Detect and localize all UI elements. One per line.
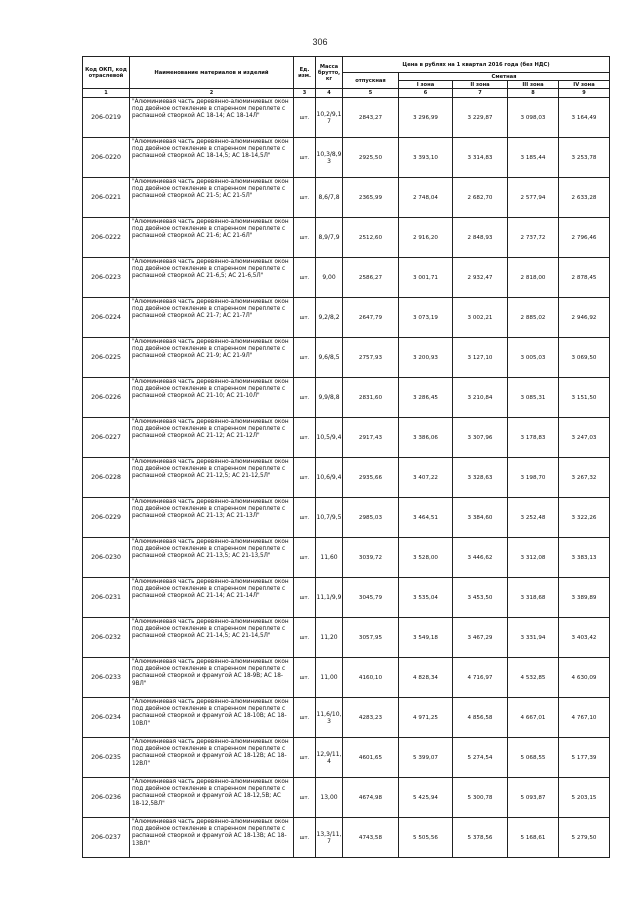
col-number: 6	[399, 89, 453, 98]
row-release-price: 2985,03	[343, 498, 399, 538]
row-name: "Алюминиевая часть деревянно-алюминиевых окон под двойное остекление в спаренном переплете с распашной створкой АС 21-7; АС 21-7Л"	[130, 298, 294, 338]
row-name: "Алюминиевая часть деревянно-алюминиевых окон под двойное остекление в спаренном переплете с распашной створкой АС 21-10; АС 21-10Л"	[130, 378, 294, 418]
row-zone-4-price: 2 633,28	[559, 178, 610, 218]
row-unit: шт.	[294, 618, 316, 658]
col-number: 1	[83, 89, 130, 98]
header-zone-2: II зона	[453, 81, 508, 89]
col-number: 8	[508, 89, 559, 98]
row-zone-2-price: 3 229,87	[453, 98, 508, 138]
row-zone-3-price: 5 093,87	[508, 778, 559, 818]
row-mass: 11,00	[316, 658, 343, 698]
header-name: Наименование материалов и изделий	[130, 57, 294, 89]
row-mass: 13,3/11, 7	[316, 818, 343, 858]
row-name: "Алюминиевая часть деревянно-алюминиевых окон под двойное остекление в спаренном переплете с распашной створкой АС 21-9; АС 21-9Л"	[130, 338, 294, 378]
row-unit: шт.	[294, 98, 316, 138]
row-release-price: 4283,23	[343, 698, 399, 738]
header-code: Код ОКП, код отраслевой	[83, 57, 130, 89]
row-code: 206-0224	[83, 298, 130, 338]
row-zone-4-price: 3 383,13	[559, 538, 610, 578]
table-row	[83, 458, 610, 498]
row-zone-2-price: 3 467,29	[453, 618, 508, 658]
row-zone-2-price: 3 210,84	[453, 378, 508, 418]
row-unit: шт.	[294, 458, 316, 498]
row-code: 206-0227	[83, 418, 130, 458]
row-zone-1-price: 3 549,18	[399, 618, 453, 658]
row-unit: шт.	[294, 378, 316, 418]
row-zone-4-price: 5 279,50	[559, 818, 610, 858]
row-release-price: 3039,72	[343, 538, 399, 578]
row-mass: 9,2/8,2	[316, 298, 343, 338]
row-code: 206-0233	[83, 658, 130, 698]
table-row	[83, 658, 610, 698]
row-name: "Алюминиевая часть деревянно-алюминиевых окон под двойное остекление в спаренном переплете с распашной створкой АС 21-14; АС 21-14Л"	[130, 578, 294, 618]
row-unit: шт.	[294, 138, 316, 178]
table-row	[83, 378, 610, 418]
row-zone-1-price: 5 505,56	[399, 818, 453, 858]
row-unit: шт.	[294, 578, 316, 618]
row-name: "Алюминиевая часть деревянно-алюминиевых окон под двойное остекление в спаренном переплете с распашной створкой АС 18-14,5; АС 18-14,5Л"	[130, 138, 294, 178]
row-name: "Алюминиевая часть деревянно-алюминиевых окон под двойное остекление в спаренном переплете с распашной створкой и фрамугой АС 18-10В; АС 18-10ВЛ"	[130, 698, 294, 738]
row-zone-3-price: 3 331,94	[508, 618, 559, 658]
row-unit: шт.	[294, 698, 316, 738]
row-mass: 12,9/11, 4	[316, 738, 343, 778]
row-zone-4-price: 3 403,42	[559, 618, 610, 658]
row-zone-4-price: 3 247,03	[559, 418, 610, 458]
row-zone-1-price: 5 399,07	[399, 738, 453, 778]
row-zone-3-price: 3 185,44	[508, 138, 559, 178]
row-name: "Алюминиевая часть деревянно-алюминиевых окон под двойное остекление в спаренном переплете с распашной створкой и фрамугой АС 18-12,5В; АС 18-12,5ВЛ"	[130, 778, 294, 818]
row-mass: 11,1/9,9	[316, 578, 343, 618]
row-release-price: 4160,10	[343, 658, 399, 698]
row-release-price: 3057,95	[343, 618, 399, 658]
row-release-price: 2757,93	[343, 338, 399, 378]
row-zone-4-price: 3 151,50	[559, 378, 610, 418]
row-zone-3-price: 3 005,03	[508, 338, 559, 378]
page-number: 306	[312, 37, 328, 47]
row-zone-2-price: 5 300,78	[453, 778, 508, 818]
row-release-price: 2843,27	[343, 98, 399, 138]
row-zone-1-price: 3 386,06	[399, 418, 453, 458]
row-unit: шт.	[294, 298, 316, 338]
table-row	[83, 298, 610, 338]
row-release-price: 4601,65	[343, 738, 399, 778]
row-release-price: 3045,79	[343, 578, 399, 618]
row-name: "Алюминиевая часть деревянно-алюминиевых окон под двойное остекление в спаренном переплете с распашной створкой АС 21-14,5; АС 21-14,5Л"	[130, 618, 294, 658]
table-body	[83, 98, 610, 858]
row-mass: 8,6/7,8	[316, 178, 343, 218]
table-row	[83, 418, 610, 458]
row-zone-1-price: 3 200,93	[399, 338, 453, 378]
row-code: 206-0234	[83, 698, 130, 738]
row-zone-2-price: 3 384,60	[453, 498, 508, 538]
row-mass: 13,00	[316, 778, 343, 818]
row-zone-1-price: 3 001,71	[399, 258, 453, 298]
row-zone-3-price: 2 737,72	[508, 218, 559, 258]
row-zone-3-price: 2 885,02	[508, 298, 559, 338]
row-mass: 9,9/8,8	[316, 378, 343, 418]
row-zone-2-price: 5 274,54	[453, 738, 508, 778]
row-zone-1-price: 3 528,00	[399, 538, 453, 578]
row-zone-1-price: 3 393,10	[399, 138, 453, 178]
row-mass: 10,7/9,5	[316, 498, 343, 538]
row-zone-3-price: 4 532,85	[508, 658, 559, 698]
row-zone-1-price: 3 296,99	[399, 98, 453, 138]
row-name: "Алюминиевая часть деревянно-алюминиевых окон под двойное остекление в спаренном переплете с распашной створкой АС 18-14; АС 18-14Л"	[130, 98, 294, 138]
row-zone-4-price: 3 322,26	[559, 498, 610, 538]
col-number: 4	[316, 89, 343, 98]
row-mass: 9,00	[316, 258, 343, 298]
row-zone-4-price: 3 164,49	[559, 98, 610, 138]
row-zone-3-price: 3 178,83	[508, 418, 559, 458]
row-zone-4-price: 3 069,50	[559, 338, 610, 378]
row-zone-1-price: 2 748,04	[399, 178, 453, 218]
row-unit: шт.	[294, 538, 316, 578]
table-row	[83, 258, 610, 298]
row-release-price: 2647,79	[343, 298, 399, 338]
table-row	[83, 578, 610, 618]
header-estimate: Сметная	[399, 73, 610, 81]
header-price: Цена в рублях на 1 квартал 2016 года (без НДС)	[343, 57, 610, 73]
row-code: 206-0237	[83, 818, 130, 858]
row-name: "Алюминиевая часть деревянно-алюминиевых окон под двойное остекление в спаренном переплете с распашной створкой АС 21-13; АС 21-13Л"	[130, 498, 294, 538]
row-zone-3-price: 2 577,94	[508, 178, 559, 218]
row-zone-2-price: 2 932,47	[453, 258, 508, 298]
row-code: 206-0225	[83, 338, 130, 378]
price-table	[82, 56, 610, 858]
row-zone-3-price: 3 098,03	[508, 98, 559, 138]
table-row	[83, 98, 610, 138]
table-row	[83, 178, 610, 218]
header-mass: Масса брутто, кг	[316, 57, 343, 89]
row-zone-3-price: 2 818,00	[508, 258, 559, 298]
row-unit: шт.	[294, 338, 316, 378]
row-zone-4-price: 5 177,39	[559, 738, 610, 778]
col-number: 9	[559, 89, 610, 98]
row-code: 206-0229	[83, 498, 130, 538]
col-number: 5	[343, 89, 399, 98]
row-release-price: 2935,66	[343, 458, 399, 498]
row-zone-1-price: 3 464,51	[399, 498, 453, 538]
row-unit: шт.	[294, 738, 316, 778]
table-row	[83, 538, 610, 578]
row-zone-4-price: 2 878,45	[559, 258, 610, 298]
row-name: "Алюминиевая часть деревянно-алюминиевых окон под двойное остекление в спаренном переплете с распашной створкой АС 21-6; АС 21-6Л"	[130, 218, 294, 258]
row-release-price: 4674,98	[343, 778, 399, 818]
row-zone-2-price: 3 002,21	[453, 298, 508, 338]
row-zone-3-price: 4 667,01	[508, 698, 559, 738]
row-zone-3-price: 5 068,55	[508, 738, 559, 778]
row-zone-1-price: 3 286,45	[399, 378, 453, 418]
row-name: "Алюминиевая часть деревянно-алюминиевых окон под двойное остекление в спаренном переплете с распашной створкой АС 21-13,5; АС 21-13,5Л"	[130, 538, 294, 578]
row-zone-2-price: 3 307,96	[453, 418, 508, 458]
row-zone-1-price: 4 971,25	[399, 698, 453, 738]
row-unit: шт.	[294, 658, 316, 698]
row-name: "Алюминиевая часть деревянно-алюминиевых окон под двойное остекление в спаренном переплете с распашной створкой и фрамугой АС 18-13В; АС 18-13ВЛ"	[130, 818, 294, 858]
table-row	[83, 698, 610, 738]
row-release-price: 2365,99	[343, 178, 399, 218]
row-zone-4-price: 3 267,32	[559, 458, 610, 498]
row-zone-1-price: 4 828,34	[399, 658, 453, 698]
row-unit: шт.	[294, 258, 316, 298]
row-zone-1-price: 3 535,04	[399, 578, 453, 618]
row-zone-4-price: 5 203,15	[559, 778, 610, 818]
row-zone-4-price: 3 253,78	[559, 138, 610, 178]
row-zone-1-price: 3 407,22	[399, 458, 453, 498]
row-name: "Алюминиевая часть деревянно-алюминиевых окон под двойное остекление в спаренном переплете с распашной створкой и фрамугой АС 18-12В; АС 18-12ВЛ"	[130, 738, 294, 778]
row-zone-3-price: 3 198,70	[508, 458, 559, 498]
table-row	[83, 778, 610, 818]
row-code: 206-0232	[83, 618, 130, 658]
row-mass: 11,6/10, 3	[316, 698, 343, 738]
row-zone-4-price: 4 767,10	[559, 698, 610, 738]
table-row	[83, 138, 610, 178]
row-code: 206-0226	[83, 378, 130, 418]
row-name: "Алюминиевая часть деревянно-алюминиевых окон под двойное остекление в спаренном переплете с распашной створкой АС 21-6,5; АС 21-6,5Л"	[130, 258, 294, 298]
table-row	[83, 218, 610, 258]
table-row	[83, 338, 610, 378]
row-name: "Алюминиевая часть деревянно-алюминиевых окон под двойное остекление в спаренном переплете с распашной створкой и фрамугой АС 18-9В; АС 18-9ВЛ"	[130, 658, 294, 698]
row-release-price: 2917,43	[343, 418, 399, 458]
row-zone-2-price: 3 314,83	[453, 138, 508, 178]
header-release: отпускная	[343, 73, 399, 89]
row-code: 206-0222	[83, 218, 130, 258]
row-zone-2-price: 2 682,70	[453, 178, 508, 218]
row-unit: шт.	[294, 778, 316, 818]
row-mass: 10,2/9,1 7	[316, 98, 343, 138]
header-zone-3: III зона	[508, 81, 559, 89]
row-zone-3-price: 5 168,61	[508, 818, 559, 858]
row-release-price: 2831,60	[343, 378, 399, 418]
row-release-price: 2586,27	[343, 258, 399, 298]
row-name: "Алюминиевая часть деревянно-алюминиевых окон под двойное остекление в спаренном переплете с распашной створкой АС 21-12; АС 21-12Л"	[130, 418, 294, 458]
row-unit: шт.	[294, 818, 316, 858]
row-name: "Алюминиевая часть деревянно-алюминиевых окон под двойное остекление в спаренном переплете с распашной створкой АС 21-5; АС 21-5Л"	[130, 178, 294, 218]
row-zone-2-price: 3 127,10	[453, 338, 508, 378]
row-mass: 10,3/8,9 3	[316, 138, 343, 178]
row-release-price: 2512,60	[343, 218, 399, 258]
row-zone-4-price: 2 796,46	[559, 218, 610, 258]
row-mass: 8,9/7,9	[316, 218, 343, 258]
row-zone-2-price: 2 848,93	[453, 218, 508, 258]
row-zone-1-price: 2 916,20	[399, 218, 453, 258]
row-mass: 11,20	[316, 618, 343, 658]
col-number: 2	[130, 89, 294, 98]
row-code: 206-0231	[83, 578, 130, 618]
row-zone-3-price: 3 085,31	[508, 378, 559, 418]
row-zone-2-price: 4 856,58	[453, 698, 508, 738]
row-zone-2-price: 3 328,63	[453, 458, 508, 498]
row-zone-4-price: 2 946,92	[559, 298, 610, 338]
row-unit: шт.	[294, 178, 316, 218]
row-unit: шт.	[294, 418, 316, 458]
row-zone-2-price: 3 453,50	[453, 578, 508, 618]
row-zone-2-price: 5 378,56	[453, 818, 508, 858]
header-unit: Ед. изм.	[294, 57, 316, 89]
row-release-price: 4743,58	[343, 818, 399, 858]
row-zone-1-price: 5 425,94	[399, 778, 453, 818]
row-unit: шт.	[294, 498, 316, 538]
col-number: 3	[294, 89, 316, 98]
row-unit: шт.	[294, 218, 316, 258]
row-code: 206-0230	[83, 538, 130, 578]
table-row	[83, 738, 610, 778]
table-row	[83, 498, 610, 538]
header-zone-1: I зона	[399, 81, 453, 89]
row-mass: 11,60	[316, 538, 343, 578]
table-row	[83, 618, 610, 658]
header-zone-4: IV зона	[559, 81, 610, 89]
table-row	[83, 818, 610, 858]
row-zone-3-price: 3 252,48	[508, 498, 559, 538]
row-code: 206-0223	[83, 258, 130, 298]
row-code: 206-0220	[83, 138, 130, 178]
row-zone-4-price: 3 389,89	[559, 578, 610, 618]
row-zone-4-price: 4 630,09	[559, 658, 610, 698]
row-release-price: 2925,50	[343, 138, 399, 178]
row-mass: 10,5/9,4	[316, 418, 343, 458]
row-zone-3-price: 3 312,08	[508, 538, 559, 578]
row-code: 206-0235	[83, 738, 130, 778]
col-number: 7	[453, 89, 508, 98]
row-mass: 9,6/8,5	[316, 338, 343, 378]
row-code: 206-0236	[83, 778, 130, 818]
row-code: 206-0219	[83, 98, 130, 138]
row-name: "Алюминиевая часть деревянно-алюминиевых окон под двойное остекление в спаренном переплете с распашной створкой АС 21-12,5; АС 21-12,5Л"	[130, 458, 294, 498]
row-zone-3-price: 3 318,68	[508, 578, 559, 618]
row-zone-2-price: 3 446,62	[453, 538, 508, 578]
row-mass: 10,6/9,4	[316, 458, 343, 498]
row-zone-1-price: 3 073,19	[399, 298, 453, 338]
row-code: 206-0221	[83, 178, 130, 218]
row-code: 206-0228	[83, 458, 130, 498]
row-zone-2-price: 4 716,97	[453, 658, 508, 698]
